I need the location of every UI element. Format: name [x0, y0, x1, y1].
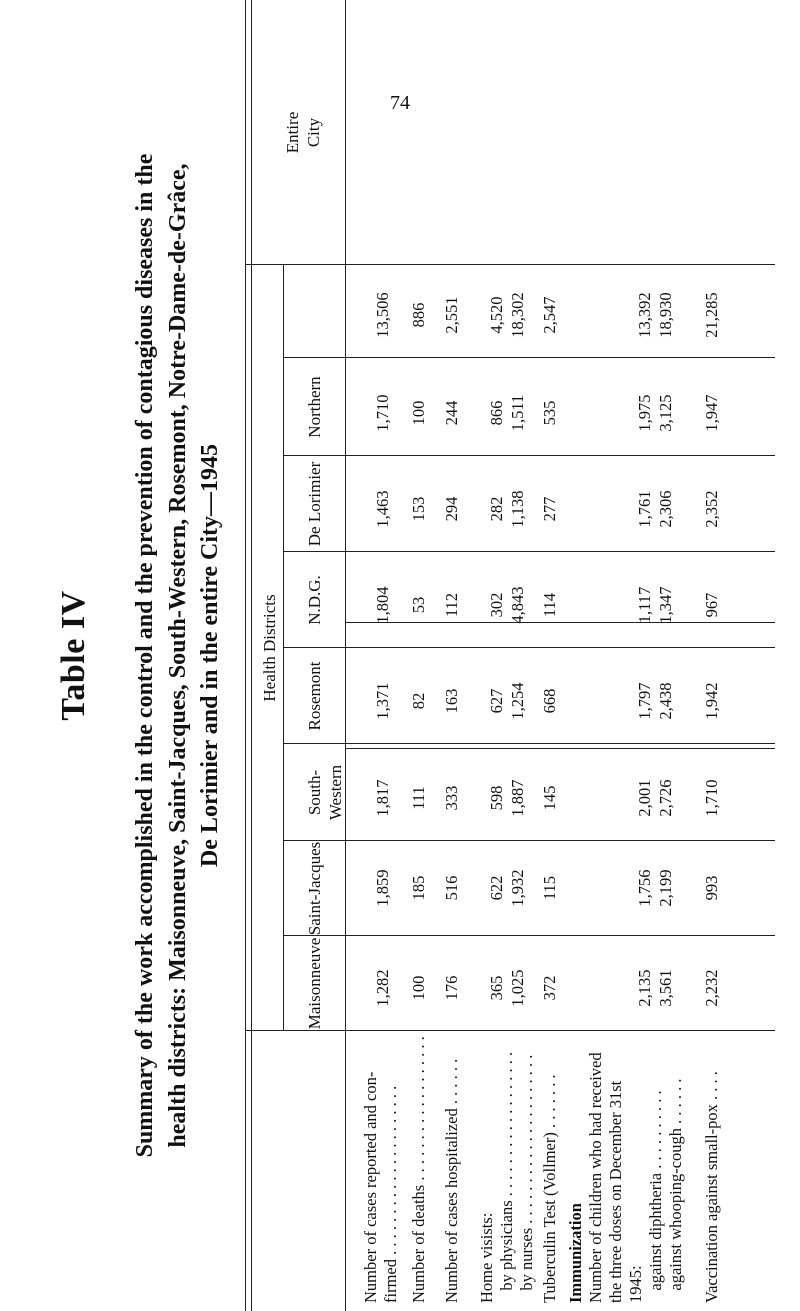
table-cell: 1,463: [373, 490, 392, 528]
column-header: City: [304, 117, 323, 148]
table-cell: 302: [487, 592, 506, 618]
rule: [283, 265, 284, 1031]
table-cell: 185: [409, 875, 428, 901]
table-cell: 111: [409, 786, 428, 810]
rule: [245, 264, 775, 265]
row-label-immunization-desc: Number of children who had received: [586, 1052, 605, 1303]
table-cell: 18,930: [656, 292, 675, 338]
table-cell: 2,726: [656, 779, 675, 817]
table-cell: 1,710: [373, 394, 392, 432]
rule: [251, 0, 252, 1311]
row-label-whooping-cough: against whooping-cough . . . . . .: [666, 1078, 685, 1303]
rule: [245, 0, 246, 1311]
column-header: N.D.G.: [305, 575, 324, 625]
row-label-nurses: by nurses . . . . . . . . . . . . . . . . . . . . .: [517, 1054, 536, 1303]
section-label-immunization: Immunization: [566, 1203, 585, 1303]
table-cell: 2,306: [656, 490, 675, 528]
table-cell: 163: [442, 688, 461, 714]
table-cell: 535: [540, 400, 559, 426]
row-label-physicians: by physicians . . . . . . . . . . . . . . . . . .: [497, 1051, 516, 1303]
table-title-line: De Lorimier and in the entire City—1945: [197, 443, 223, 868]
table-cell: 2,438: [656, 682, 675, 720]
column-header: South-Western: [305, 764, 345, 821]
table-cell: 1,797: [635, 682, 654, 720]
table-cell: 13,506: [373, 292, 392, 338]
row-label-diphtheria: against diphtheria . . . . . . . . . .: [646, 1090, 665, 1303]
table-heading: Table IV: [55, 590, 92, 721]
table-cell: 282: [487, 496, 506, 522]
row-label-cases: Number of cases reported and con-: [361, 1071, 380, 1303]
table-cell: 372: [540, 975, 559, 1001]
table-cell: 1,942: [702, 682, 721, 720]
table-cell: 18,302: [508, 292, 527, 338]
table-cell: 622: [487, 875, 506, 901]
table-cell: 2,232: [702, 969, 721, 1007]
table-cell: 1,761: [635, 490, 654, 528]
row-label-deaths: Number of deaths . . . . . . . . . . . . . . . . . .: [409, 1036, 428, 1303]
table-cell: 1,710: [702, 779, 721, 817]
column-header: Rosemont: [305, 661, 324, 731]
rule: [345, 748, 775, 749]
table-cell: 1,282: [373, 969, 392, 1007]
table-cell: 1,947: [702, 394, 721, 432]
table-cell: 2,199: [656, 869, 675, 907]
table-cell: 1,804: [373, 586, 392, 624]
table-cell: 516: [442, 875, 461, 901]
row-label-smallpox: Vaccination against small-pox . . . .: [702, 1071, 721, 1303]
table-cell: 145: [540, 785, 559, 811]
table-cell: 100: [409, 975, 428, 1001]
page-number: 74: [390, 92, 410, 114]
table-cell: 1,859: [373, 869, 392, 907]
table-cell: 244: [442, 400, 461, 426]
table-cell: 1,025: [508, 969, 527, 1007]
table-title-line: health districts: Maisonneuve, Saint-Jacques, South-Western, Rosemont, Notre-Dame-de-Grâce,: [165, 163, 191, 1148]
table-cell: 365: [487, 975, 506, 1001]
rule: [283, 935, 775, 936]
table-cell: 668: [540, 688, 559, 714]
table-cell: 277: [540, 496, 559, 522]
row-label-tuberculin: Tuberculin Test (Vollmer) . . . . . . .: [540, 1074, 559, 1303]
table-cell: 153: [409, 496, 428, 522]
table-cell: 2,352: [702, 490, 721, 528]
table-cell: 886: [409, 302, 428, 328]
table-title-line: Summary of the work accomplished in the control and the prevention of contagious diseases in the: [132, 153, 158, 1158]
table-cell: 1,887: [508, 779, 527, 817]
table-cell: 3,561: [656, 969, 675, 1007]
table-cell: 993: [702, 875, 721, 901]
table-cell: 176: [442, 975, 461, 1001]
table-cell: 1,347: [656, 586, 675, 624]
table-cell: 294: [442, 496, 461, 522]
table-cell: 1,756: [635, 869, 654, 907]
table-cell: 114: [540, 592, 559, 618]
column-header: Maisonneuve: [305, 937, 324, 1030]
table-cell: 4,520: [487, 296, 506, 334]
row-label-hospitalized: Number of cases hospitalized . . . . . .: [442, 1058, 461, 1303]
table-cell: 333: [442, 785, 461, 811]
column-header: De Lorimier: [305, 461, 324, 547]
table-cell: 115: [540, 875, 559, 901]
table-cell: 1,138: [508, 490, 527, 528]
table-cell: 1,117: [635, 586, 654, 624]
table-cell: 1,817: [373, 779, 392, 817]
table-cell: 112: [442, 592, 461, 618]
table-cell: 2,001: [635, 779, 654, 817]
column-header: Entire: [283, 111, 302, 154]
table-cell: 100: [409, 400, 428, 426]
table-cell: 21,285: [702, 292, 721, 338]
rule: [345, 0, 346, 1311]
table-cell: 13,392: [635, 292, 654, 338]
table-cell: 967: [702, 592, 721, 618]
table-cell: 1,254: [508, 682, 527, 720]
table-cell: 1,975: [635, 394, 654, 432]
table-cell: 866: [487, 400, 506, 426]
table-cell: 1,371: [373, 682, 392, 720]
table-cell: 82: [409, 692, 428, 710]
row-label-immunization-desc: 1945:: [626, 1265, 645, 1303]
table-cell: 3,125: [656, 394, 675, 432]
table-cell: 627: [487, 688, 506, 714]
group-header: Health Districts: [260, 594, 279, 702]
table-cell: 2,547: [540, 296, 559, 334]
row-label-immunization-desc: the three doses on December 31st: [606, 1080, 625, 1303]
table-cell: 53: [409, 596, 428, 614]
column-header: Northern: [305, 376, 324, 438]
table-cell: 598: [487, 785, 506, 811]
table-cell: 4,843: [508, 586, 527, 624]
table-cell: 1,932: [508, 869, 527, 907]
table-cell: 2,551: [442, 296, 461, 334]
row-label-cases: firmed . . . . . . . . . . . . . . . . . . . . .: [381, 1085, 400, 1303]
table-cell: 2,135: [635, 969, 654, 1007]
column-header: Saint-Jacques: [305, 841, 324, 936]
row-label-home-visits: Home visists:: [477, 1212, 496, 1303]
table-cell: 1,511: [508, 394, 527, 432]
